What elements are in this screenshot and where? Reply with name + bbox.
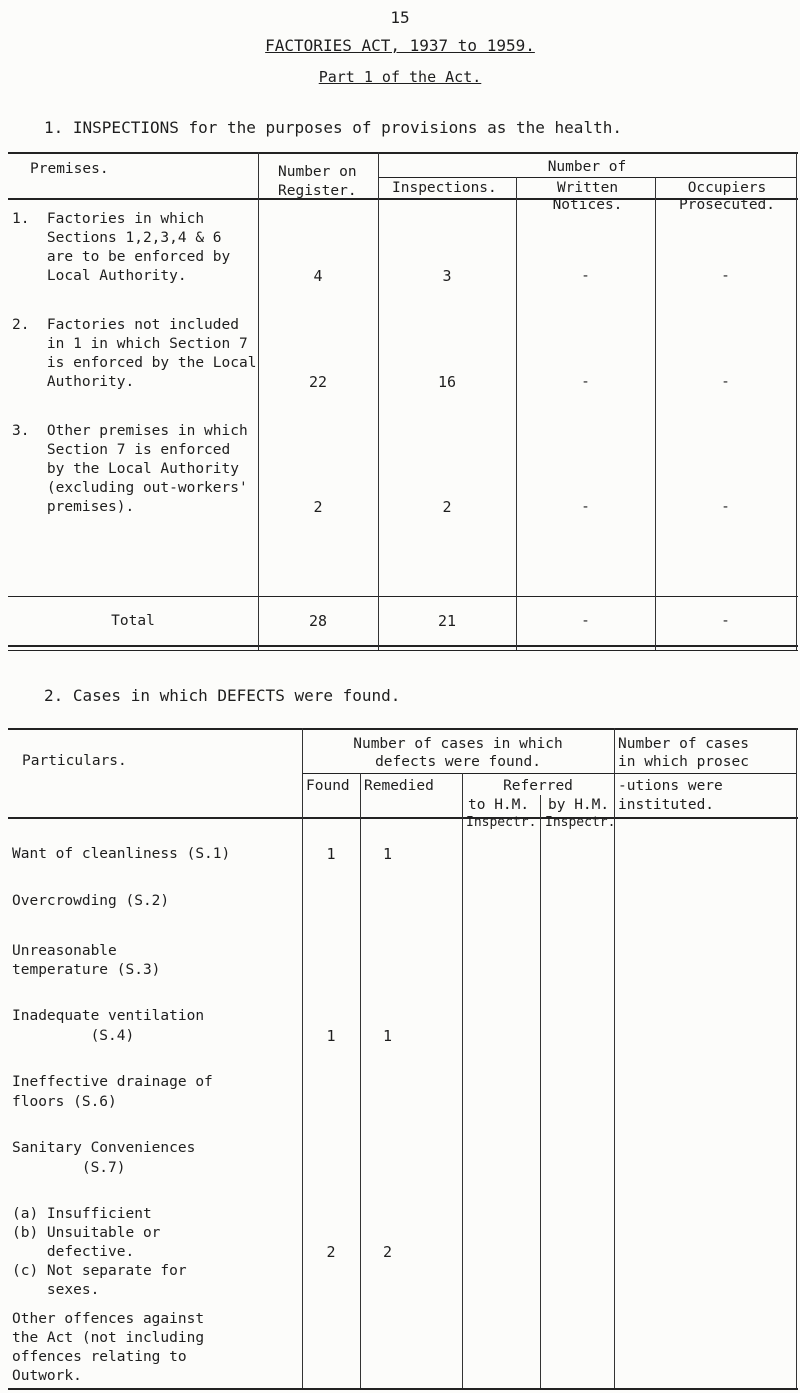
prosecuted-value: - (721, 374, 730, 390)
notices-value: - (581, 268, 590, 284)
particulars-header: Particulars. (22, 753, 127, 769)
remedied-value: 1 (382, 1027, 393, 1045)
remedied-header: Remedied (364, 778, 434, 794)
register-value: 22 (308, 373, 328, 391)
inspections-value: 16 (437, 373, 457, 391)
prosecutions-header-line1: Number of cases (618, 736, 749, 752)
register-value: 4 (313, 267, 323, 285)
inspectr-header-1: Inspectr. (466, 815, 537, 830)
inspections-header: Inspections. (392, 180, 497, 196)
total-inspections: 21 (437, 612, 457, 630)
inspections-value: 2 (442, 498, 452, 516)
prosecutions-header-line2: in which prosec (618, 754, 749, 770)
register-header-line2: Register. (278, 183, 357, 199)
premises-header: Premises. (30, 161, 109, 177)
prosecuted-value: - (721, 268, 730, 284)
referred-header: Referred (503, 778, 573, 794)
cases-header-line1: Number of cases in which (353, 736, 563, 752)
total-notices: - (581, 613, 590, 629)
prosecuted-value: - (721, 499, 730, 515)
register-header-line1: Number on (278, 164, 357, 180)
found-value: 1 (326, 845, 336, 863)
cases-header-line2: defects were found. (375, 754, 541, 770)
by-hm-header: by H.M. (548, 797, 610, 813)
register-value: 2 (313, 498, 323, 516)
number-of-header: Number of (547, 159, 627, 175)
found-value: 2 (326, 1243, 336, 1261)
found-value: 1 (326, 1027, 336, 1045)
inspections-value: 3 (442, 267, 452, 285)
total-prosecuted: - (721, 613, 730, 629)
total-label: Total (111, 613, 155, 629)
remedied-value: 2 (382, 1243, 393, 1261)
notices-header-line2: Notices. (552, 197, 623, 213)
page-number: 15 (390, 8, 410, 27)
part-title: Part 1 of the Act. (318, 68, 482, 86)
prosecuted-header-line1: Occupiers (687, 180, 767, 196)
to-hm-header: to H.M. (468, 797, 530, 813)
notices-value: - (581, 499, 590, 515)
inspectr-header-2: Inspectr. (545, 815, 616, 830)
prosecuted-header-line2: Prosecuted. (678, 197, 776, 213)
prosecutions-header-line4: instituted. (618, 797, 715, 813)
notices-header-line1: Written (556, 180, 619, 196)
found-header: Found (306, 778, 350, 794)
total-register: 28 (308, 612, 328, 630)
section2-heading: 2. Cases in which DEFECTS were found. (44, 686, 401, 705)
prosecutions-header-line3: -utions were (618, 778, 723, 794)
remedied-value: 1 (382, 845, 393, 863)
act-title: FACTORIES ACT, 1937 to 1959. (265, 36, 535, 55)
notices-value: - (581, 374, 590, 390)
section1-heading: 1. INSPECTIONS for the purposes of provisions as the health. (44, 118, 622, 137)
